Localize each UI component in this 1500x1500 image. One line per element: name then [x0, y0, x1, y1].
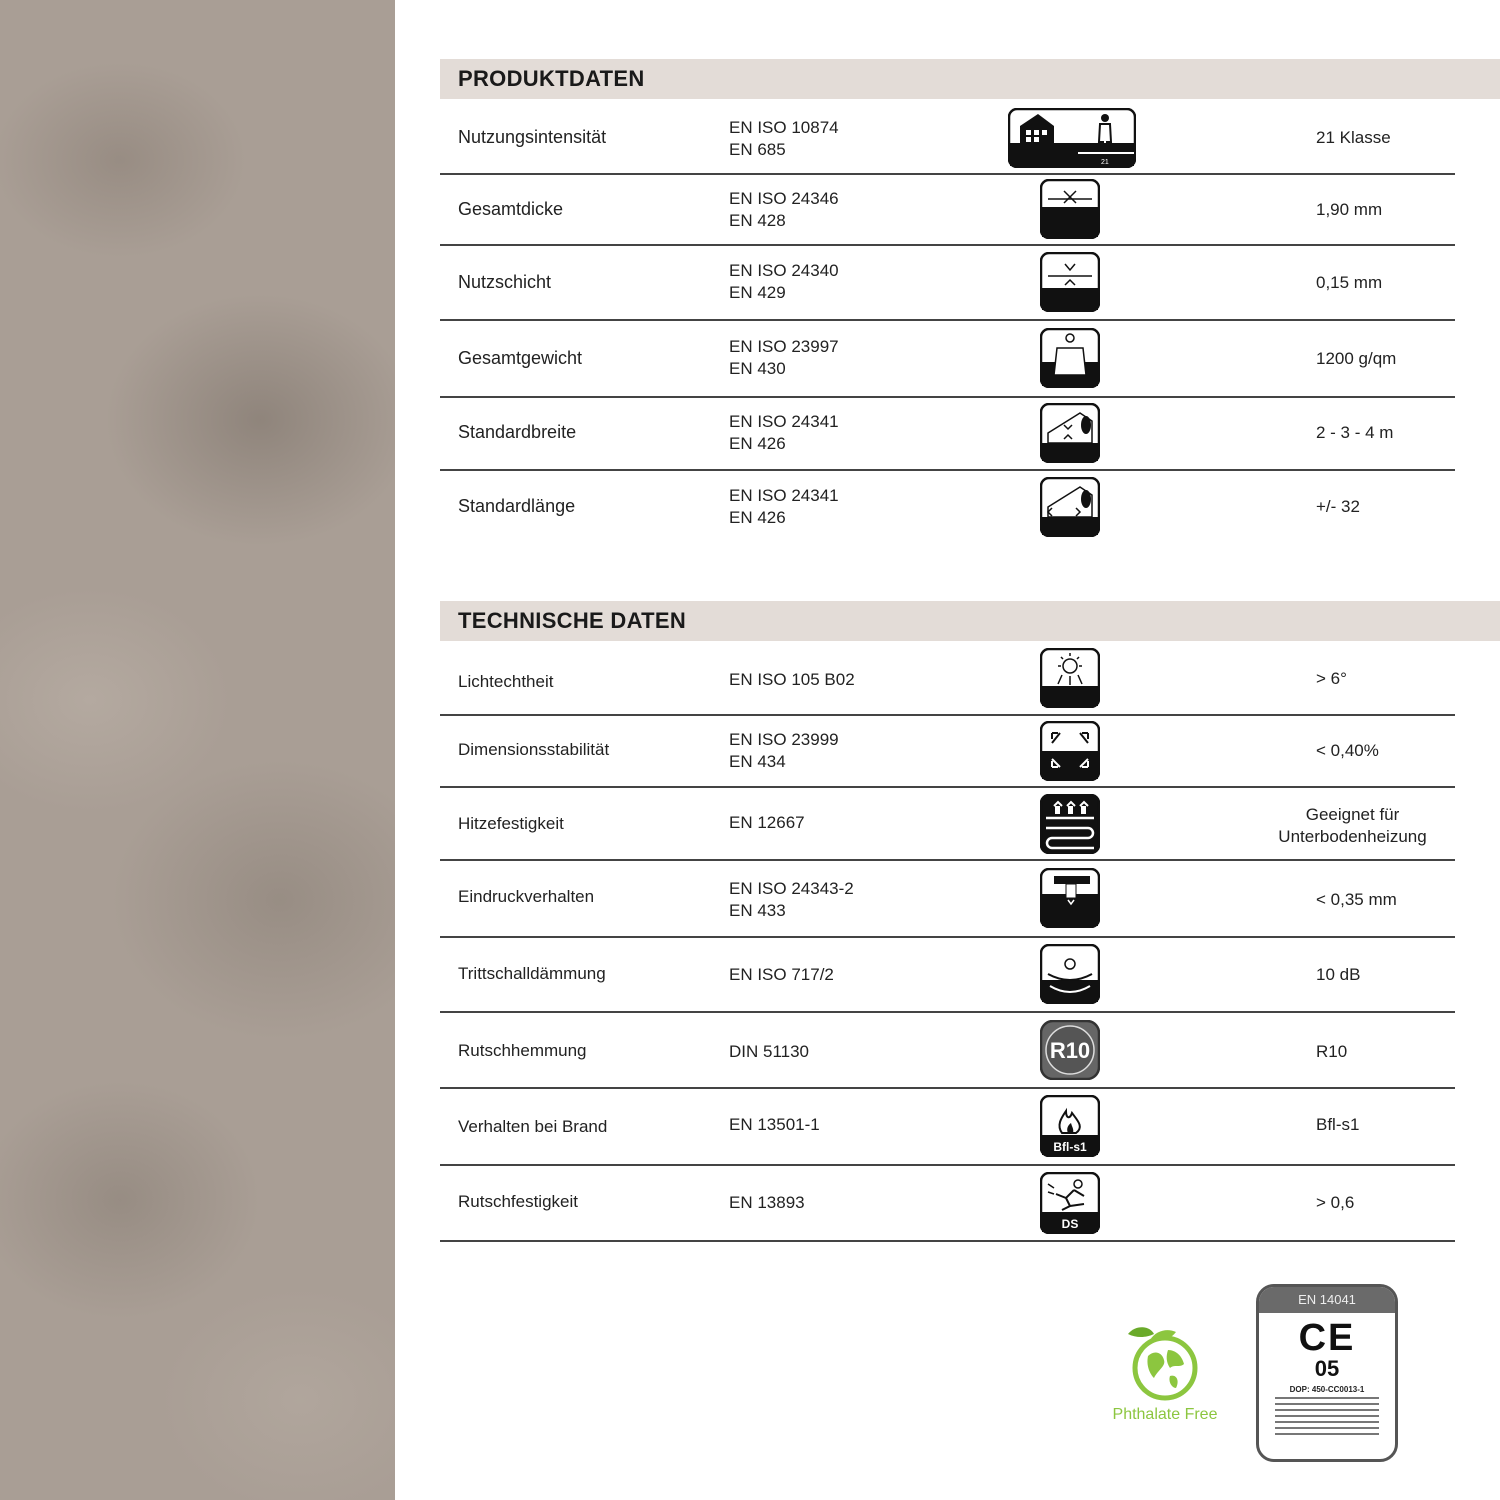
section-title: TECHNISCHE DATEN [458, 608, 687, 633]
row-norm: EN 13893 [729, 1193, 805, 1212]
section-title: PRODUKTDATEN [458, 66, 645, 91]
row-value: 10 dB [1316, 965, 1361, 984]
sun-icon [1040, 648, 1100, 708]
row-norm: EN ISO 717/2 [729, 965, 834, 984]
row-norm: EN ISO 24341 EN 426 [729, 486, 839, 527]
svg-text:DS: DS [1061, 1217, 1079, 1231]
row-norm: EN ISO 24340 EN 429 [729, 261, 839, 302]
ce-mark: CE [1298, 1317, 1356, 1359]
row-value: Geeignet für Unterbodenheizung [1278, 805, 1427, 846]
row-value: 2 - 3 - 4 m [1316, 423, 1394, 442]
table-row [440, 716, 1455, 788]
roll-length-icon [1040, 477, 1100, 537]
indentation-icon [1040, 868, 1100, 928]
row-label: Gesamtgewicht [458, 348, 583, 368]
row-label: Trittschalldämmung [458, 964, 606, 983]
row-value: Bfl-s1 [1316, 1115, 1360, 1134]
row-value: R10 [1316, 1042, 1348, 1061]
ce-fine-print [1275, 1397, 1379, 1437]
row-value: 0,15 mm [1316, 273, 1383, 292]
row-label: Rutschhemmung [458, 1041, 587, 1060]
ce-standard: EN 14041 [1259, 1287, 1395, 1313]
row-norm: EN 12667 [729, 813, 805, 832]
svg-text:Bfl-s1: Bfl-s1 [1053, 1140, 1087, 1154]
row-value: > 0,6 [1316, 1193, 1355, 1212]
row-label: Gesamtdicke [458, 199, 564, 219]
row-label: Hitzefestigkeit [458, 814, 564, 833]
wear-layer-icon [1040, 252, 1100, 312]
table-row [440, 938, 1455, 1013]
table-row [440, 100, 1455, 175]
table-row [440, 175, 1455, 246]
fire-icon [1040, 1095, 1100, 1157]
row-norm: EN ISO 24346 EN 428 [729, 189, 839, 230]
row-divider [440, 1240, 1455, 1242]
row-norm: EN ISO 10874 EN 685 [729, 118, 839, 159]
floor-texture-swatch [0, 0, 395, 1500]
row-norm: EN ISO 23999 EN 434 [729, 730, 839, 771]
table-row [440, 471, 1455, 546]
table-row [440, 246, 1455, 321]
row-label: Nutzungsintensität [458, 127, 607, 147]
dimension-arrows-icon [1040, 721, 1100, 781]
row-value: +/- 32 [1316, 497, 1360, 516]
table-row [440, 861, 1455, 938]
row-label: Standardbreite [458, 422, 577, 442]
row-value: < 0,35 mm [1316, 890, 1397, 909]
row-label: Standardlänge [458, 496, 576, 516]
row-norm: DIN 51130 [729, 1042, 810, 1061]
phthalate-free-badge [1100, 1320, 1230, 1440]
row-norm: EN ISO 24343-2 EN 433 [729, 879, 854, 920]
section-header-produktdaten [440, 59, 1500, 99]
house-person-icon [1008, 108, 1136, 168]
row-label: Lichtechtheit [458, 672, 554, 691]
floor-heating-icon [1040, 794, 1100, 854]
row-label: Nutzschicht [458, 272, 552, 292]
row-value: 1200 g/qm [1316, 349, 1397, 368]
row-value: > 6° [1316, 669, 1347, 688]
roll-width-icon [1040, 403, 1100, 463]
table-row [440, 1089, 1455, 1166]
ce-label-badge [1256, 1284, 1398, 1462]
row-label: Verhalten bei Brand [458, 1117, 608, 1136]
sound-icon [1040, 944, 1100, 1004]
row-norm: EN ISO 105 B02 [729, 670, 855, 689]
svg-text:R10: R10 [1049, 1038, 1091, 1063]
row-label: Dimensionsstabilität [458, 740, 610, 759]
row-value: < 0,40% [1316, 741, 1379, 760]
row-norm: EN ISO 23997 EN 430 [729, 337, 839, 378]
ce-dop: DOP: 450-CC0013-1 [1289, 1385, 1365, 1394]
weight-icon [1040, 328, 1100, 388]
globe-leaf-icon [1100, 1320, 1230, 1406]
row-norm: EN 13501-1 [729, 1115, 820, 1134]
table-row [440, 398, 1455, 471]
table-row [440, 642, 1455, 716]
table-row [440, 321, 1455, 398]
total-thickness-icon [1040, 179, 1100, 239]
row-label: Eindruckverhalten [458, 887, 595, 906]
row-value: 1,90 mm [1316, 200, 1383, 219]
table-row [440, 1166, 1455, 1242]
row-value: 21 Klasse [1316, 128, 1391, 147]
row-norm: EN ISO 24341 EN 426 [729, 412, 839, 453]
r10-icon [1040, 1020, 1100, 1080]
svg-text:21: 21 [1101, 159, 1109, 166]
table-row [440, 1013, 1455, 1089]
table-row [440, 788, 1455, 861]
slip-icon [1040, 1172, 1100, 1234]
ce-number: 05 [1314, 1356, 1340, 1381]
row-label: Rutschfestigkeit [458, 1192, 578, 1211]
phthalate-free-label: Phthalate Free [1112, 1406, 1218, 1423]
section-header-technische-daten [440, 601, 1500, 641]
